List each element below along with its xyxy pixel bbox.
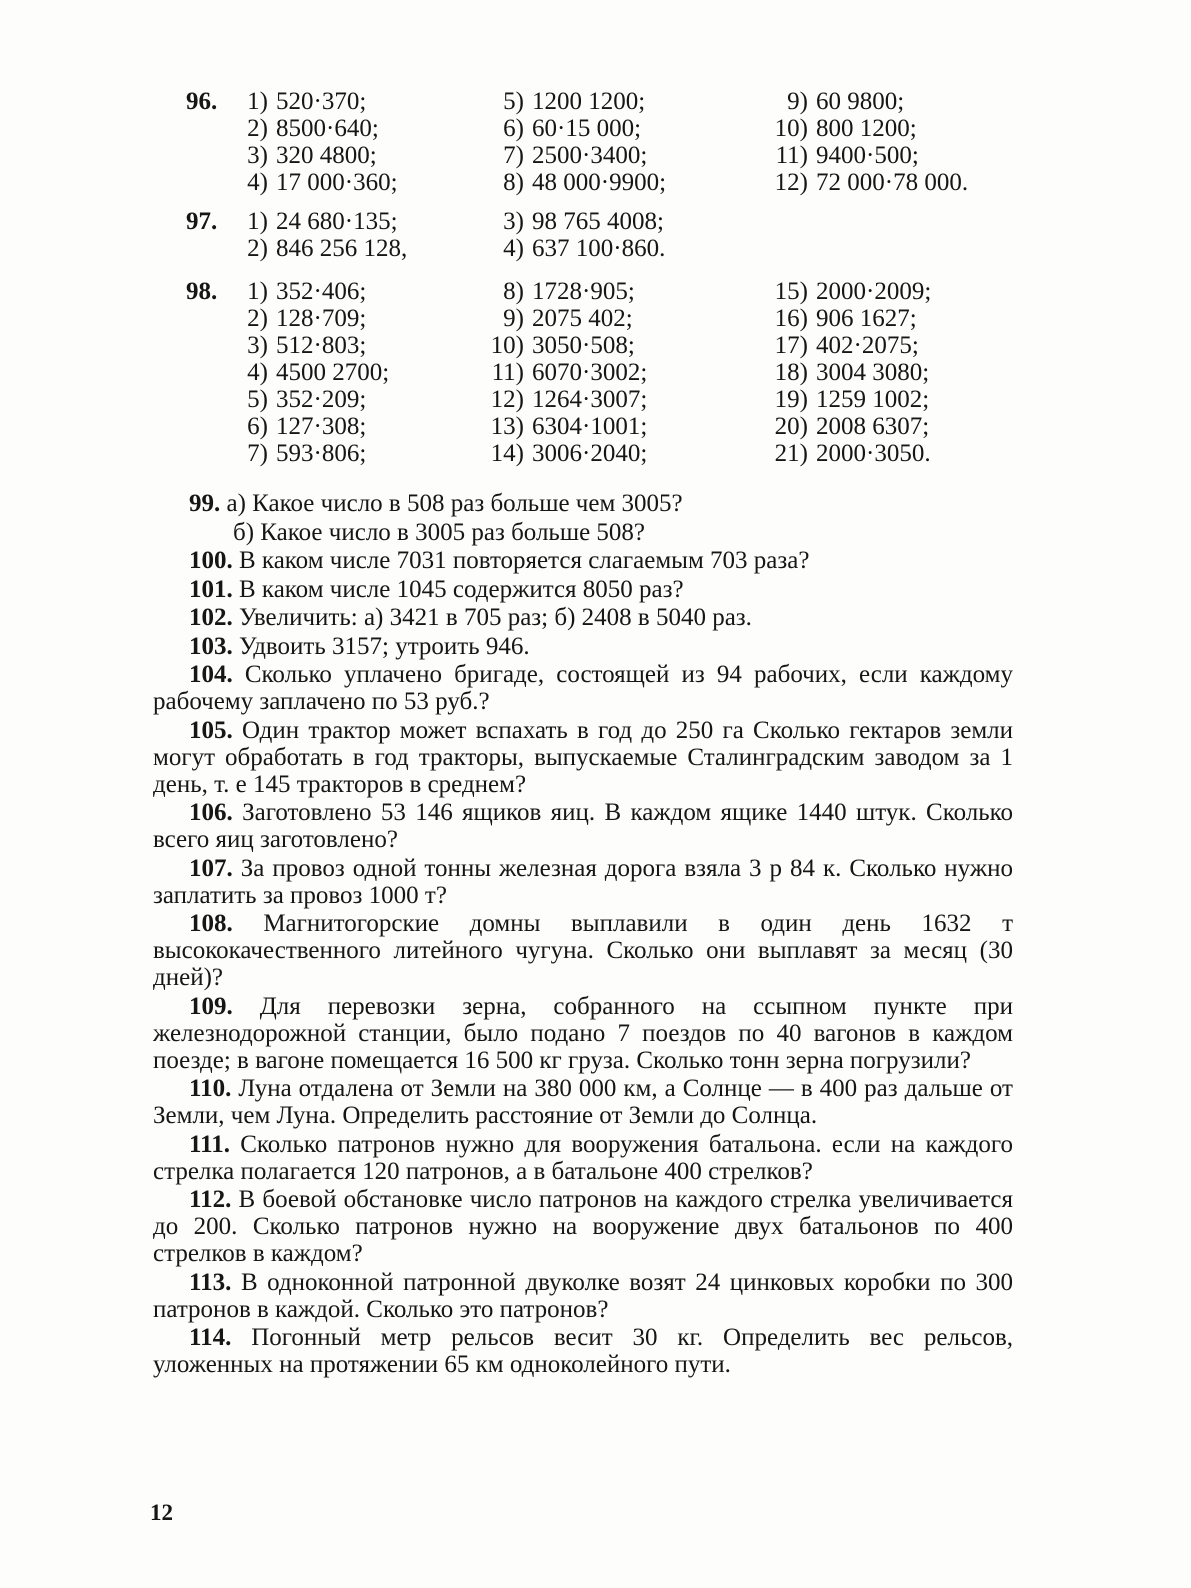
- problem-paragraph: [153, 604, 1013, 631]
- item-label: 13): [490, 413, 524, 440]
- exercise-item: [764, 115, 968, 142]
- problem-number: 97.: [186, 208, 218, 235]
- item-expression: 17 000·360;: [276, 169, 398, 196]
- problem-number: 110.: [189, 1075, 232, 1102]
- problem-96-grid: [0, 88, 1191, 200]
- exercise-item: [764, 440, 931, 467]
- problem-text: Луна отдалена от Земли на 380 000 км, а Солнце — в 400 раз дальше от Земли, чем Луна. Определить расстояние от Земли до Солнца.: [153, 1075, 1013, 1129]
- item-label: 12): [774, 169, 808, 196]
- item-label: 8): [503, 169, 524, 196]
- item-expression: 9400·500;: [816, 142, 919, 169]
- problem-paragraph: [153, 490, 1013, 517]
- problem-number: [186, 386, 234, 413]
- problem-number: 113.: [189, 1268, 232, 1296]
- item-expression: 128·709;: [276, 305, 367, 332]
- exercise-item: [764, 169, 968, 196]
- problem-98-grid: [0, 278, 1191, 470]
- problem-paragraph: [153, 1269, 1013, 1323]
- exercise-column: [480, 278, 647, 467]
- exercise-column: [186, 278, 389, 467]
- problem-number: 106.: [189, 799, 233, 826]
- item-expression: 2000·3050.: [816, 440, 931, 467]
- item-expression: 6070·3002;: [532, 359, 648, 386]
- problem-text: б) Какое число в 3005 раз больше 508?: [233, 518, 646, 546]
- item-expression: 320 4800;: [276, 142, 377, 169]
- problem-number: 105.: [189, 716, 233, 744]
- exercise-item: [186, 413, 389, 440]
- item-expression: 60·15 000;: [532, 115, 642, 142]
- item-label: 7): [503, 142, 524, 169]
- item-label: 1): [247, 88, 268, 115]
- exercise-item: [186, 208, 407, 235]
- problem-number: [186, 115, 234, 142]
- item-expression: 1259 1002;: [816, 386, 930, 413]
- exercise-item: [186, 169, 398, 196]
- item-label: 9): [503, 305, 524, 332]
- problem-paragraph: [153, 661, 1013, 715]
- item-label: 17): [774, 332, 808, 359]
- problem-number: 108.: [189, 910, 233, 937]
- item-label: 2): [247, 305, 268, 332]
- item-label: 10): [490, 332, 524, 359]
- problem-text: Сколько патронов нужно для вооружения батальона. если на каждого стрелка полагается 120 патронов, а в батальоне 400 стрелков?: [153, 1130, 1013, 1185]
- problem-text: Для перевозки зерна, собранного на ссыпном пункте при железнодорожной станции, было подано 7 поездов по 40 вагонов в каждом поезде; в вагоне помещается 16 500 кг груза. Сколько тонн зерна погрузили?: [153, 992, 1013, 1074]
- problem-text: Заготовлено 53 146 ящиков яиц. В каждом ящике 1440 штук. Сколько всего яиц заготовлено?: [153, 799, 1014, 853]
- exercise-item: [764, 386, 931, 413]
- problem-number: 112.: [189, 1186, 232, 1213]
- exercise-column: [764, 278, 931, 467]
- problem-paragraph: [153, 1131, 1013, 1185]
- exercise-column: [186, 208, 407, 262]
- exercise-item: [480, 208, 665, 235]
- item-expression: 60 9800;: [816, 88, 905, 115]
- item-label: 11): [775, 142, 808, 169]
- exercise-item: [764, 332, 931, 359]
- exercise-item: [764, 142, 968, 169]
- problem-paragraph: [153, 633, 1013, 660]
- problem-number: [186, 235, 234, 262]
- item-label: 5): [503, 88, 524, 115]
- exercise-item: [186, 386, 389, 413]
- item-label: 1): [247, 278, 268, 305]
- exercise-item: [764, 413, 931, 440]
- item-expression: 3050·508;: [532, 332, 635, 359]
- problem-number: 103.: [189, 632, 233, 660]
- item-expression: 1200 1200;: [532, 88, 646, 115]
- item-expression: 2000·2009;: [816, 278, 932, 305]
- problem-number: [186, 413, 234, 440]
- problem-text: Магнитогорские домны выплавили в один день 1632 т высококачественного литейного чугуна. Сколько они выплавят за месяц (30 дней)?: [153, 910, 1013, 991]
- item-expression: 637 100·860.: [532, 235, 666, 262]
- problem-text: а) Какое число в 508 раз больше чем 3005?: [226, 490, 683, 517]
- problem-paragraph: [153, 855, 1013, 909]
- problem-text: В каком числе 7031 повторяется слагаемым 703 раза?: [239, 547, 810, 574]
- exercise-column: [186, 88, 398, 196]
- item-expression: 72 000·78 000.: [816, 169, 969, 196]
- problem-paragraph: [153, 519, 1013, 546]
- item-label: 10): [774, 115, 808, 142]
- exercise-item: [480, 115, 666, 142]
- problem-number: 98.: [186, 278, 218, 305]
- problem-text: Увеличить: а) 3421 в 705 раз; б) 2408 в 5040 раз.: [239, 604, 752, 631]
- exercise-item: [186, 88, 398, 115]
- exercise-item: [480, 142, 666, 169]
- item-expression: 4500 2700;: [276, 359, 390, 386]
- item-label: 2): [247, 235, 268, 262]
- problem-number: [186, 359, 234, 386]
- item-label: 3): [247, 142, 268, 169]
- item-label: 5): [247, 386, 268, 413]
- problem-number: 99.: [189, 490, 221, 517]
- problem-number: 102.: [189, 604, 233, 631]
- problem-text: В одноконной патронной двуколке возят 24 цинковых коробки по 300 патронов в каждой. Сколько это патронов?: [153, 1268, 1014, 1323]
- item-expression: 1728·905;: [532, 278, 635, 305]
- exercise-item: [480, 413, 647, 440]
- problem-number: 114.: [189, 1324, 232, 1351]
- item-label: 9): [787, 88, 808, 115]
- problem-number: [186, 169, 234, 196]
- problem-number: [186, 332, 234, 359]
- item-label: 4): [247, 359, 268, 386]
- item-label: 3): [503, 208, 524, 235]
- exercise-item: [764, 359, 931, 386]
- exercise-column: [480, 208, 665, 262]
- problem-text: Один трактор может вспахать в год до 250 га Сколько гектаров земли могут обработать в год тракторы, выпускаемые Сталинградским заводом за 1 день, т. е 145 тракторов в среднем?: [153, 716, 1014, 798]
- exercise-column: [480, 88, 666, 196]
- problem-text: Сколько уплачено бригаде, состоящей из 94 рабочих, если каждому рабочему заплачено по 53 руб.?: [153, 661, 1013, 715]
- item-label: 6): [503, 115, 524, 142]
- problem-number: 104.: [189, 661, 233, 688]
- exercise-item: [186, 278, 389, 305]
- item-expression: 846 256 128,: [276, 235, 408, 262]
- word-problems: [153, 490, 1013, 1380]
- item-expression: 906 1627;: [816, 305, 917, 332]
- exercise-item: [480, 278, 647, 305]
- problem-paragraph: [153, 1324, 1013, 1378]
- item-expression: 3006·2040;: [532, 440, 648, 467]
- problem-text: Удвоить 3157; утроить 946.: [239, 632, 530, 660]
- exercise-item: [480, 169, 666, 196]
- exercise-item: [480, 332, 647, 359]
- problem-number: 109.: [189, 992, 233, 1020]
- problem-number: 111.: [189, 1130, 230, 1158]
- item-label: 20): [774, 413, 808, 440]
- problem-paragraph: [153, 717, 1013, 798]
- problem-paragraph: [153, 799, 1013, 853]
- exercise-item: [480, 386, 647, 413]
- item-expression: 352·209;: [276, 386, 367, 413]
- item-label: 2): [247, 115, 268, 142]
- item-expression: 800 1200;: [816, 115, 917, 142]
- item-label: 6): [247, 413, 268, 440]
- item-label: 12): [490, 386, 524, 413]
- exercise-item: [186, 115, 398, 142]
- item-expression: 24 680·135;: [276, 208, 398, 235]
- exercise-item: [480, 359, 647, 386]
- item-label: 1): [247, 208, 268, 235]
- item-expression: 98 765 4008;: [532, 208, 664, 235]
- item-expression: 2008 6307;: [816, 413, 930, 440]
- problem-number: [186, 142, 234, 169]
- problem-text: Погонный метр рельсов весит 30 кг. Определить вес рельсов, уложенных на протяжении 65 км одноколейного пути.: [153, 1324, 1013, 1378]
- exercise-item: [186, 440, 389, 467]
- exercise-item: [186, 359, 389, 386]
- item-expression: 352·406;: [276, 278, 367, 305]
- problem-number: [186, 440, 234, 467]
- item-label: 21): [774, 440, 808, 467]
- item-label: 4): [247, 169, 268, 196]
- item-label: 4): [503, 235, 524, 262]
- exercise-item: [186, 305, 389, 332]
- item-expression: 593·806;: [276, 440, 367, 467]
- item-expression: 2075 402;: [532, 305, 633, 332]
- item-label: 16): [774, 305, 808, 332]
- item-label: 8): [503, 278, 524, 305]
- exercise-item: [186, 235, 407, 262]
- item-label: 14): [490, 440, 524, 467]
- exercise-item: [186, 142, 398, 169]
- item-label: 11): [491, 359, 524, 386]
- item-expression: 520·370;: [276, 88, 367, 115]
- exercise-item: [480, 440, 647, 467]
- item-expression: 512·803;: [276, 332, 367, 359]
- item-label: 18): [774, 359, 808, 386]
- item-expression: 1264·3007;: [532, 386, 648, 413]
- exercise-item: [480, 235, 665, 262]
- item-label: 19): [774, 386, 808, 413]
- problem-number: 101.: [189, 575, 233, 603]
- problem-paragraph: [153, 910, 1013, 991]
- page-number: 12: [150, 1500, 173, 1525]
- problem-number: 96.: [186, 88, 218, 115]
- problem-paragraph: [153, 576, 1013, 603]
- exercise-item: [764, 88, 968, 115]
- problem-text: За провоз одной тонны железная дорога взяла 3 р 84 к. Сколько нужно заплатить за провоз 1000 т?: [153, 854, 1014, 909]
- item-expression: 48 000·9900;: [532, 169, 667, 196]
- problem-number: 107.: [189, 854, 233, 882]
- exercise-item: [186, 332, 389, 359]
- problem-text: В каком числе 1045 содержится 8050 раз?: [239, 575, 684, 603]
- exercise-item: [480, 305, 647, 332]
- item-label: 7): [247, 440, 268, 467]
- exercise-item: [480, 88, 666, 115]
- problem-text: В боевой обстановке число патронов на каждого стрелка увеличивается до 200. Сколько патронов нужно на вооружение двух батальонов по 400 стрелков в каждом?: [153, 1186, 1013, 1267]
- problem-97-grid: [0, 208, 1191, 264]
- item-expression: 8500·640;: [276, 115, 379, 142]
- item-expression: 3004 3080;: [816, 359, 930, 386]
- problem-paragraph: [153, 1075, 1013, 1129]
- exercise-column: [764, 88, 968, 196]
- item-expression: 402·2075;: [816, 332, 919, 359]
- item-expression: 6304·1001;: [532, 413, 648, 440]
- problem-paragraph: [153, 1186, 1013, 1267]
- item-expression: 127·308;: [276, 413, 367, 440]
- problem-number: 100.: [189, 547, 233, 574]
- problem-paragraph: [153, 993, 1013, 1074]
- item-expression: 2500·3400;: [532, 142, 648, 169]
- item-label: 3): [247, 332, 268, 359]
- item-label: 15): [774, 278, 808, 305]
- exercise-item: [764, 305, 931, 332]
- problem-number: [186, 305, 234, 332]
- exercise-item: [764, 278, 931, 305]
- problem-paragraph: [153, 547, 1013, 574]
